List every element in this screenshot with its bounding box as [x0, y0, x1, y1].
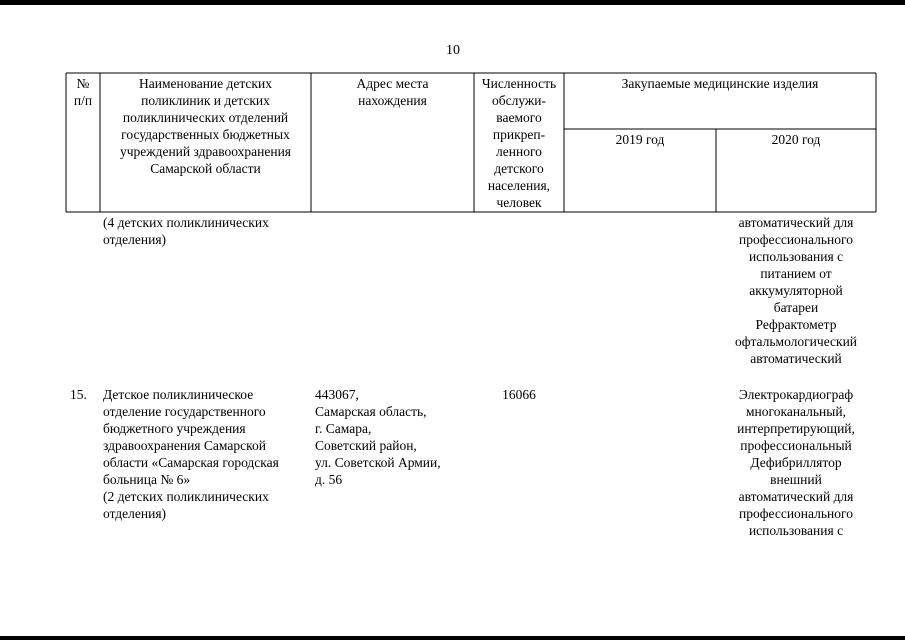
bottom-border-rule [0, 636, 905, 640]
row-15-items-2020: Электрокардиограф многоканальный, интерпретирующий, профессиональный Дефибриллятор внешний автоматический для профессионального использования с [737, 387, 855, 538]
header-col-address: Адрес места нахождения [356, 76, 429, 108]
continuation-name: (4 детских поликлинических отделения) [103, 215, 269, 247]
header-col-purchased-items: Закупаемые медицинские изделия [621, 76, 819, 91]
row-15-number: 15. [70, 387, 87, 402]
page-number: 10 [446, 43, 460, 58]
header-col-name: Наименование детских поликлиник и детских поликлинических отделений государственных бюджетных учреждений здравоохранения Самарской области [119, 76, 292, 176]
header-col-population: Численность обслужи- ваемого прикреп- ленного детского населения, человек [481, 76, 557, 210]
header-col-2020: 2020 год [771, 132, 821, 147]
header-col-number: № п/п [73, 76, 93, 108]
continuation-items-2020: автоматический для профессионального использования с питанием от аккумуляторной батареи Рефрактометр офтальмологический автоматический [734, 215, 858, 366]
header-col-2019: 2019 год [615, 132, 665, 147]
row-15-population: 16066 [502, 387, 536, 402]
row-15-address: 443067, Самарская область, г. Самара, Советский район, ул. Советской Армии, д. 56 [315, 387, 441, 487]
row-15-institution-name: Детское поликлиническое отделение государственного бюджетного учреждения здравоохранения Самарской области «Самарская городская больница № 6» (2 детских поликлинических отделения) [103, 387, 279, 521]
